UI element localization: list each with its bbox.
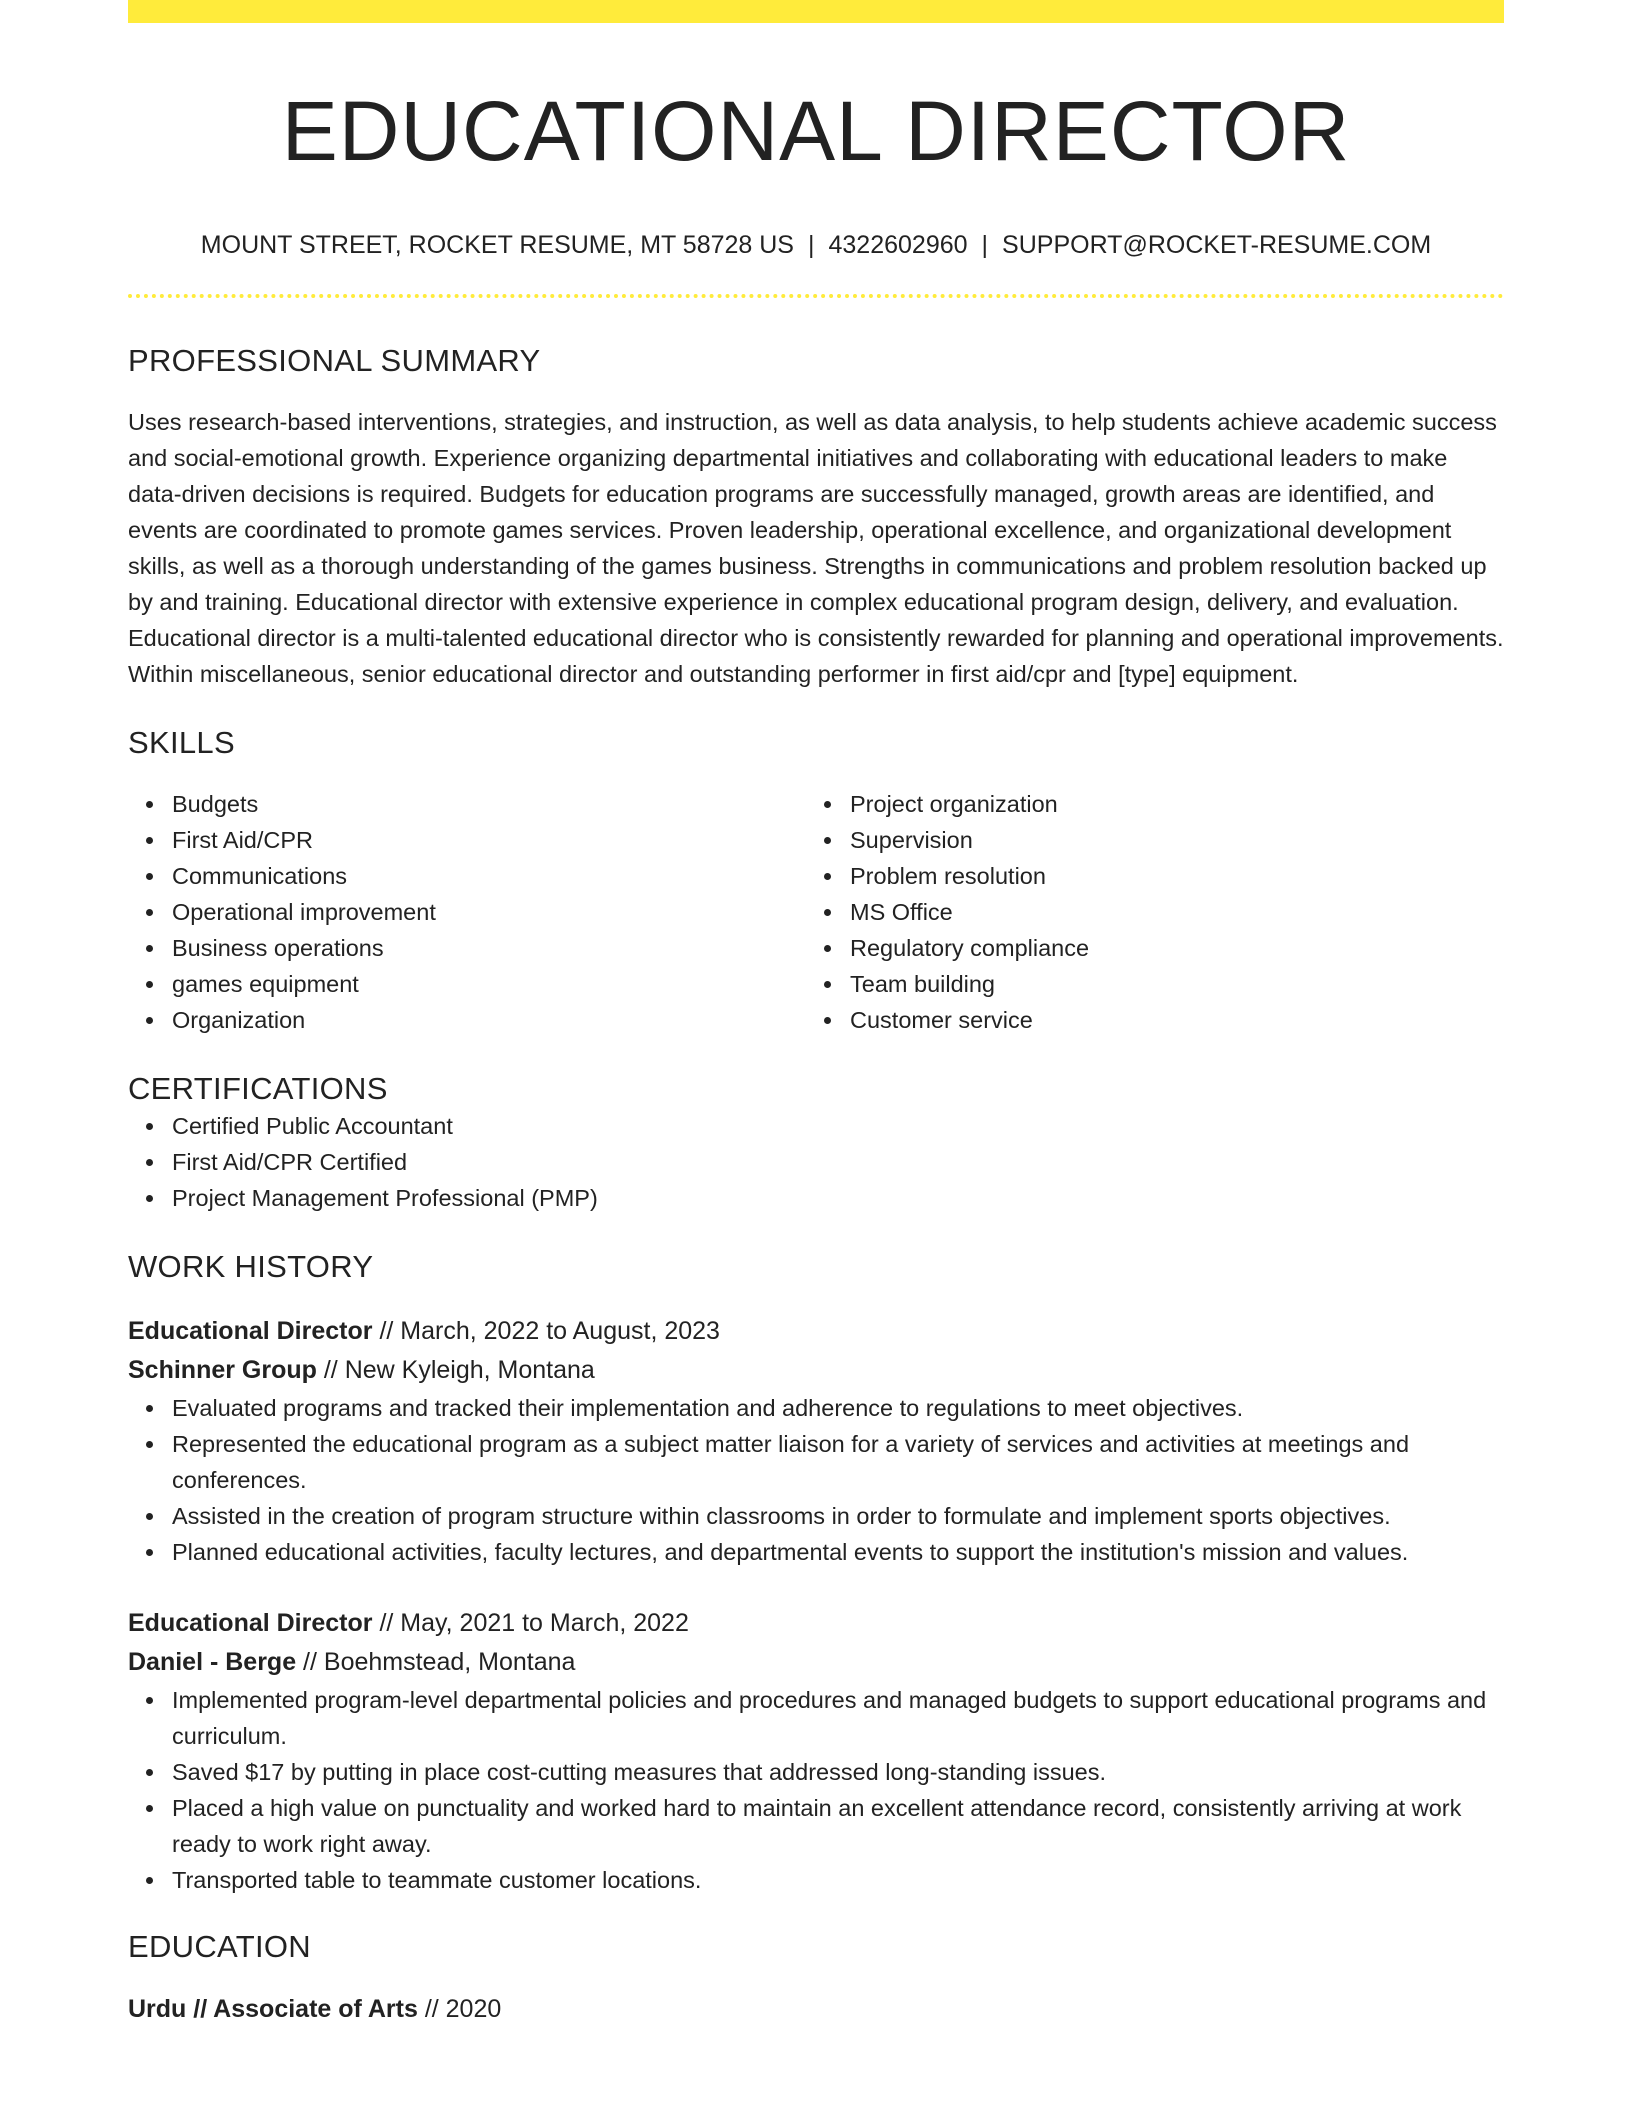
contact-separator: | (981, 231, 989, 259)
skill-item: Communications (172, 858, 806, 894)
job-duty-item: Implemented program-level departmental policies and procedures and managed budgets to support educational programs and curriculum. (172, 1682, 1504, 1754)
resume-page (128, 0, 1504, 2029)
job-company-line (128, 1643, 1504, 1682)
education-degree: Urdu // Associate of Arts (128, 1995, 418, 2023)
skills-list-right (806, 786, 1484, 1038)
job-dates: // May, 2021 to March, 2022 (372, 1609, 689, 1637)
certification-item: Certified Public Accountant (172, 1108, 1504, 1144)
job-duties-list (128, 1682, 1504, 1898)
header-divider (128, 294, 1504, 298)
contact-address: MOUNT STREET, ROCKET RESUME, MT 58728 US (200, 231, 794, 259)
skill-item: Organization (172, 1002, 806, 1038)
contact-line (128, 230, 1504, 260)
skill-item: MS Office (850, 894, 1484, 930)
job-duty-item: Planned educational activities, faculty lectures, and departmental events to support the institution's mission and values. (172, 1534, 1504, 1570)
skills-heading: SKILLS (128, 725, 235, 760)
skill-item: Project organization (850, 786, 1484, 822)
job-role: Educational Director (128, 1609, 373, 1637)
contact-phone: 4322602960 (828, 231, 968, 259)
job-title-line (128, 1312, 1504, 1351)
skill-item: Customer service (850, 1002, 1484, 1038)
work-history-heading: WORK HISTORY (128, 1249, 374, 1284)
certification-item: First Aid/CPR Certified (172, 1144, 1504, 1180)
skill-item: Regulatory compliance (850, 930, 1484, 966)
resume-name: EDUCATIONAL DIRECTOR (281, 84, 1351, 178)
job-duty-item: Transported table to teammate customer locations. (172, 1862, 1504, 1898)
skill-item: Problem resolution (850, 858, 1484, 894)
job-duty-item: Represented the educational program as a subject matter liaison for a variety of services and activities at meetings and conferences. (172, 1426, 1504, 1498)
skills-column-left (128, 786, 806, 1038)
job-duties-list (128, 1390, 1504, 1570)
skill-item: Business operations (172, 930, 806, 966)
education-heading: EDUCATION (128, 1929, 311, 1964)
job-entry (128, 1312, 1504, 1570)
job-company: Schinner Group (128, 1356, 317, 1384)
skill-item: Budgets (172, 786, 806, 822)
job-entry (128, 1604, 1504, 1898)
education-entry (128, 1990, 1504, 2029)
contact-separator: | (808, 231, 815, 259)
job-duty-item: Assisted in the creation of program structure within classrooms in order to formulate and implement sports objectives. (172, 1498, 1504, 1534)
job-title-line (128, 1604, 1504, 1643)
certification-item: Project Management Professional (PMP) (172, 1180, 1504, 1216)
job-dates: // March, 2022 to August, 2023 (372, 1317, 720, 1345)
job-duty-item: Saved $17 by putting in place cost-cutting measures that addressed long-standing issues. (172, 1754, 1504, 1790)
skill-item: Operational improvement (172, 894, 806, 930)
job-company: Daniel - Berge (128, 1648, 297, 1676)
job-role: Educational Director (128, 1317, 373, 1345)
skills-list-left (128, 786, 806, 1038)
contact-email: SUPPORT@ROCKET-RESUME.COM (1002, 231, 1432, 259)
job-company-line (128, 1351, 1504, 1390)
skills-grid (128, 786, 1504, 1038)
job-duty-item: Evaluated programs and tracked their implementation and adherence to regulations to meet objectives. (172, 1390, 1504, 1426)
certifications-heading: CERTIFICATIONS (128, 1071, 388, 1106)
skill-item: Supervision (850, 822, 1484, 858)
skill-item: Team building (850, 966, 1484, 1002)
job-location: // Boehmstead, Montana (296, 1648, 576, 1676)
education-year: // 2020 (417, 1995, 502, 2023)
job-location: // New Kyleigh, Montana (316, 1356, 595, 1384)
certifications-list (128, 1108, 1504, 1216)
summary-text: Uses research-based interventions, strategies, and instruction, as well as data analysis, to help students achieve academic success and social-emotional growth. Experience organizing departmental initiatives and collaborating with educational leaders to make data-driven decisions is required. Budgets for education programs are successfully managed, growth areas are identified, and events are coordinated to promote games services. Proven leadership, operational excellence, and organizational development skills, as well as a thorough understanding of the games business. Strengths in communications and problem resolution backed up by and training. Educational director with extensive experience in complex educational program design, delivery, and evaluation. Educational director is a multi-talented educational director who is consistently rewarded for planning and operational improvements. Within miscellaneous, senior educational director and outstanding performer in first aid/cpr and [type] equipment. (128, 409, 1504, 687)
skill-item: First Aid/CPR (172, 822, 806, 858)
skills-column-right (806, 786, 1484, 1038)
work-history-list (128, 1312, 1504, 1898)
job-duty-item: Placed a high value on punctuality and worked hard to maintain an excellent attendance record, consistently arriving at work ready to work right away. (172, 1790, 1504, 1862)
summary-heading: PROFESSIONAL SUMMARY (128, 343, 541, 378)
skill-item: games equipment (172, 966, 806, 1002)
